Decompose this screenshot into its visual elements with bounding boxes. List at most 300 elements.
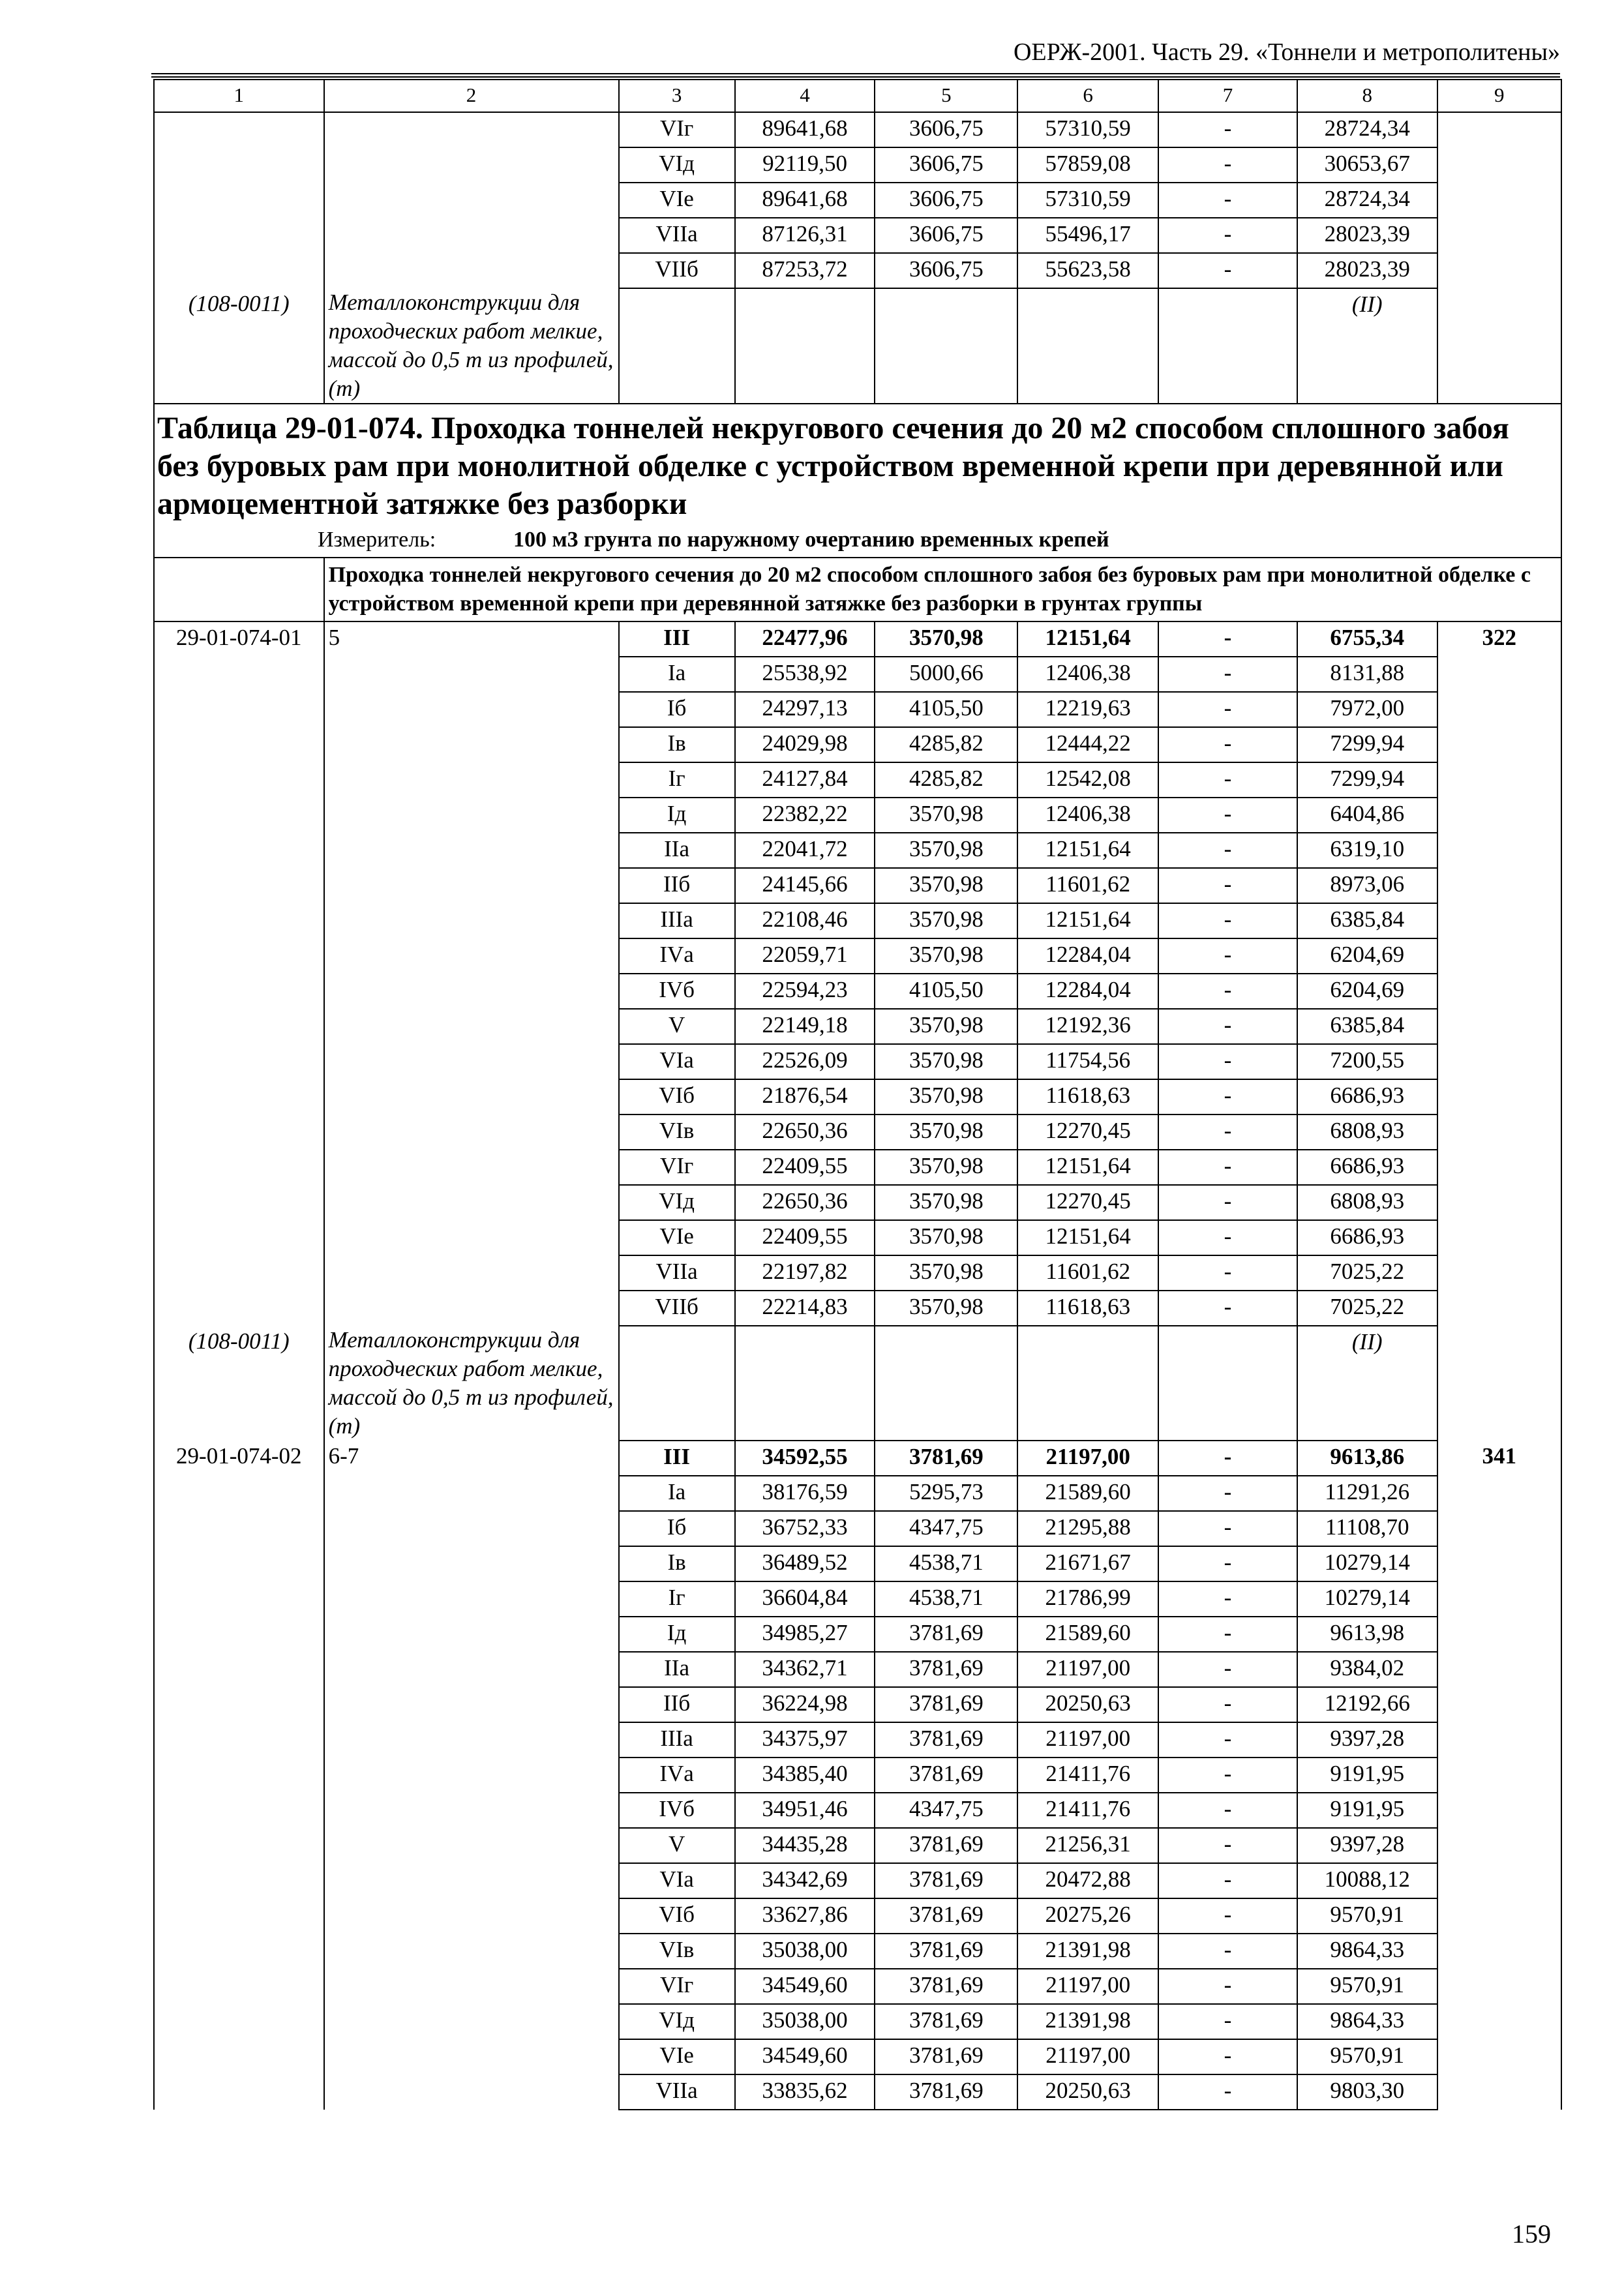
material-code: (108-0011) [154, 1326, 324, 1441]
rate-group: 6-7 [324, 1441, 619, 1476]
material-empty [619, 1326, 735, 1441]
value-cell-8: 30653,67 [1297, 147, 1437, 183]
column-number: 2 [324, 80, 619, 112]
value-cell-7: - [1158, 112, 1297, 147]
value-cell-5: 3570,98 [875, 1044, 1017, 1079]
value-cell-8: 9191,95 [1297, 1793, 1437, 1828]
value-cell-7: - [1158, 1441, 1297, 1476]
rate-group-empty [324, 833, 619, 868]
document-header: ОЕРЖ-2001. Часть 29. «Тоннели и метрополитены» [1013, 38, 1560, 66]
rate-row [154, 1722, 1561, 1758]
rate-row [154, 1546, 1561, 1581]
value-cell-5: 5295,73 [875, 1476, 1017, 1511]
value-cell-9-empty [1437, 798, 1561, 833]
rate-group-empty [324, 1934, 619, 1969]
rate-group-empty [324, 1617, 619, 1652]
material-code: (108-0011) [154, 288, 324, 404]
value-cell-4: 22650,36 [735, 1115, 875, 1150]
value-cell-8: 6808,93 [1297, 1115, 1437, 1150]
value-cell-6: 20472,88 [1017, 1863, 1158, 1898]
value-cell-4: 22477,96 [735, 621, 875, 657]
grade-cell: VIIа [619, 218, 735, 253]
rate-group-empty [324, 692, 619, 727]
value-cell-5: 4105,50 [875, 692, 1017, 727]
value-cell-5: 3570,98 [875, 1079, 1017, 1115]
grade-cell: IVа [619, 938, 735, 974]
value-cell-9-empty [1437, 974, 1561, 1009]
rate-code-empty [154, 253, 324, 288]
rate-code-empty [154, 1828, 324, 1863]
value-cell-5: 3570,98 [875, 1255, 1017, 1291]
value-cell-8: 6686,93 [1297, 1079, 1437, 1115]
value-cell-6: 21197,00 [1017, 1652, 1158, 1687]
rate-code-empty [154, 218, 324, 253]
value-cell-5: 3570,98 [875, 1009, 1017, 1044]
value-cell-5: 4285,82 [875, 727, 1017, 762]
rate-row [154, 1828, 1561, 1863]
rate-group-empty [324, 1828, 619, 1863]
value-cell-5: 3781,69 [875, 1687, 1017, 1722]
column-number: 4 [735, 80, 875, 112]
value-cell-9-empty [1437, 2039, 1561, 2074]
value-cell-7: - [1158, 1044, 1297, 1079]
value-cell-5: 3570,98 [875, 1150, 1017, 1185]
group-description-row [154, 558, 1561, 621]
rate-row [154, 868, 1561, 903]
grade-cell: VIе [619, 183, 735, 218]
value-cell-4: 22526,09 [735, 1044, 875, 1079]
rate-code-empty [154, 1758, 324, 1793]
value-cell-9-empty [1437, 112, 1561, 147]
value-cell-6: 12284,04 [1017, 974, 1158, 1009]
rate-code-empty [154, 2039, 324, 2074]
material-value: (II) [1297, 1326, 1437, 1441]
rate-group-empty [324, 1722, 619, 1758]
value-cell-9-empty [1437, 727, 1561, 762]
value-cell-6: 12151,64 [1017, 833, 1158, 868]
grade-cell: IIа [619, 833, 735, 868]
value-cell-5: 3781,69 [875, 1441, 1017, 1476]
rate-code-empty [154, 1687, 324, 1722]
value-cell-9-empty [1437, 1687, 1561, 1722]
value-cell-7: - [1158, 798, 1297, 833]
value-cell-7: - [1158, 183, 1297, 218]
value-cell-8: 6404,86 [1297, 798, 1437, 833]
rate-row [154, 1969, 1561, 2004]
grade-cell: VIа [619, 1863, 735, 1898]
value-cell-5: 3781,69 [875, 1652, 1017, 1687]
value-cell-6: 21391,98 [1017, 2004, 1158, 2039]
rate-group-empty [324, 1476, 619, 1511]
value-cell-6: 21671,67 [1017, 1546, 1158, 1581]
rate-group-empty [324, 1044, 619, 1079]
grade-cell: Iд [619, 1617, 735, 1652]
grade-cell: Iб [619, 692, 735, 727]
value-cell-5: 3781,69 [875, 1934, 1017, 1969]
grade-cell: Iа [619, 657, 735, 692]
value-cell-6: 12406,38 [1017, 657, 1158, 692]
value-cell-7: - [1158, 218, 1297, 253]
grade-cell: Iа [619, 1476, 735, 1511]
value-cell-4: 22041,72 [735, 833, 875, 868]
rate-row [154, 253, 1561, 288]
grade-cell: VIIб [619, 1291, 735, 1326]
rate-group-empty [324, 1291, 619, 1326]
value-cell-5: 3606,75 [875, 218, 1017, 253]
value-cell-5: 4285,82 [875, 762, 1017, 798]
rate-row [154, 657, 1561, 692]
value-cell-8: 9384,02 [1297, 1652, 1437, 1687]
value-cell-8: 9397,28 [1297, 1828, 1437, 1863]
value-cell-6: 21411,76 [1017, 1758, 1158, 1793]
value-cell-7: - [1158, 1546, 1297, 1581]
value-cell-5: 3781,69 [875, 1722, 1017, 1758]
value-cell-6: 21589,60 [1017, 1617, 1158, 1652]
value-cell-9-empty [1437, 903, 1561, 938]
value-cell-7: - [1158, 1150, 1297, 1185]
rate-code-empty [154, 1581, 324, 1617]
rate-code-empty [154, 974, 324, 1009]
rate-code: 29-01-074-02 [154, 1441, 324, 1476]
rate-row [154, 2074, 1561, 2110]
value-cell-5: 3570,98 [875, 1291, 1017, 1326]
measure-line [155, 523, 1561, 557]
rate-code-empty [154, 1150, 324, 1185]
rate-code-empty [154, 1793, 324, 1828]
rate-code: 29-01-074-01 [154, 621, 324, 657]
value-cell-6: 12151,64 [1017, 1220, 1158, 1255]
rate-code-empty [154, 1220, 324, 1255]
material-row [154, 288, 1561, 404]
value-cell-4: 36489,52 [735, 1546, 875, 1581]
grade-cell: VIIа [619, 2074, 735, 2110]
rate-row [154, 938, 1561, 974]
value-cell-9-empty [1437, 1150, 1561, 1185]
rate-row [154, 833, 1561, 868]
value-cell-6: 21411,76 [1017, 1793, 1158, 1828]
value-cell-7: - [1158, 1652, 1297, 1687]
grade-cell: VIIб [619, 253, 735, 288]
value-cell-7: - [1158, 1476, 1297, 1511]
value-cell-9-empty [1437, 1079, 1561, 1115]
value-cell-6: 12219,63 [1017, 692, 1158, 727]
rate-row [154, 218, 1561, 253]
rate-row [154, 1079, 1561, 1115]
value-cell-6: 11618,63 [1017, 1079, 1158, 1115]
value-cell-6: 11754,56 [1017, 1044, 1158, 1079]
value-cell-7: - [1158, 1617, 1297, 1652]
value-cell-8: 9191,95 [1297, 1758, 1437, 1793]
value-cell-4: 35038,00 [735, 1934, 875, 1969]
rate-row [154, 1441, 1561, 1476]
value-cell-4: 34362,71 [735, 1652, 875, 1687]
value-cell-8: 10088,12 [1297, 1863, 1437, 1898]
value-cell-9-empty [1437, 147, 1561, 183]
rate-code-empty [154, 2004, 324, 2039]
value-cell-4: 89641,68 [735, 183, 875, 218]
value-cell-9: 322 [1437, 621, 1561, 657]
value-cell-9-empty [1437, 1220, 1561, 1255]
value-cell-7: - [1158, 1898, 1297, 1934]
value-cell-7: - [1158, 1581, 1297, 1617]
grade-cell: VIд [619, 2004, 735, 2039]
rate-code-empty [154, 938, 324, 974]
value-cell-8: 9613,86 [1297, 1441, 1437, 1476]
value-cell-6: 12270,45 [1017, 1185, 1158, 1220]
value-cell-9-empty [1437, 1863, 1561, 1898]
value-cell-6: 20250,63 [1017, 1687, 1158, 1722]
value-cell-8: 12192,66 [1297, 1687, 1437, 1722]
value-cell-7: - [1158, 1969, 1297, 2004]
value-cell-6: 12151,64 [1017, 903, 1158, 938]
rate-row [154, 1044, 1561, 1079]
column-number: 9 [1437, 80, 1561, 112]
grade-cell: III [619, 1441, 735, 1476]
rate-code-empty [154, 903, 324, 938]
grade-cell: VIе [619, 2039, 735, 2074]
table-title: Таблица 29-01-074. Проходка тоннелей некругового сечения до 20 м2 способом сплошного забоя без буровых рам при монолитной обделке с устройством временной крепи при деревянной или армоцементной затяжке без разборки [157, 411, 1509, 521]
value-cell-9-empty [1437, 1009, 1561, 1044]
rate-group-empty [324, 1793, 619, 1828]
material-empty [1158, 1326, 1297, 1441]
value-cell-7: - [1158, 903, 1297, 938]
grade-cell: VIг [619, 1150, 735, 1185]
material-empty [1017, 288, 1158, 404]
value-cell-9-empty [1437, 218, 1561, 253]
value-cell-4: 34385,40 [735, 1758, 875, 1793]
rate-code-empty [154, 727, 324, 762]
rate-row [154, 147, 1561, 183]
value-cell-9-empty [1437, 1581, 1561, 1617]
grade-cell: Iд [619, 798, 735, 833]
value-cell-4: 87253,72 [735, 253, 875, 288]
value-cell-6: 12270,45 [1017, 1115, 1158, 1150]
value-cell-5: 3781,69 [875, 1969, 1017, 2004]
column-number: 8 [1297, 80, 1437, 112]
rate-group-empty [324, 1758, 619, 1793]
value-cell-4: 36752,33 [735, 1511, 875, 1546]
rate-group-empty [324, 938, 619, 974]
value-cell-5: 3781,69 [875, 1863, 1017, 1898]
grade-cell: Iб [619, 1511, 735, 1546]
rate-group-empty [324, 1652, 619, 1687]
value-cell-7: - [1158, 1079, 1297, 1115]
value-cell-4: 34592,55 [735, 1441, 875, 1476]
value-cell-4: 22594,23 [735, 974, 875, 1009]
rate-group-empty [324, 1511, 619, 1546]
grade-cell: IIа [619, 1652, 735, 1687]
value-cell-9: 341 [1437, 1441, 1561, 1476]
value-cell-4: 21876,54 [735, 1079, 875, 1115]
value-cell-5: 3606,75 [875, 183, 1017, 218]
value-cell-7: - [1158, 1934, 1297, 1969]
rate-code-empty [154, 1476, 324, 1511]
rate-row [154, 798, 1561, 833]
value-cell-8: 8131,88 [1297, 657, 1437, 692]
value-cell-5: 5000,66 [875, 657, 1017, 692]
value-cell-6: 21197,00 [1017, 1441, 1158, 1476]
rate-row [154, 762, 1561, 798]
value-cell-7: - [1158, 621, 1297, 657]
grade-cell: VIд [619, 147, 735, 183]
value-cell-8: 9864,33 [1297, 2004, 1437, 2039]
grade-cell: V [619, 1009, 735, 1044]
column-number-row [154, 80, 1561, 112]
value-cell-9-empty [1437, 1255, 1561, 1291]
rate-group-empty [324, 1079, 619, 1115]
value-cell-9-empty [1437, 868, 1561, 903]
rate-group-empty [324, 1255, 619, 1291]
material-empty [875, 288, 1017, 404]
value-cell-7: - [1158, 974, 1297, 1009]
value-cell-7: - [1158, 1185, 1297, 1220]
material-empty [1158, 288, 1297, 404]
value-cell-4: 34951,46 [735, 1793, 875, 1828]
measure-value: 100 м3 грунта по наружному очертанию временных крепей [513, 528, 1109, 552]
value-cell-7: - [1158, 1863, 1297, 1898]
value-cell-8: 28724,34 [1297, 112, 1437, 147]
value-cell-6: 12284,04 [1017, 938, 1158, 974]
rate-code-empty [154, 868, 324, 903]
value-cell-9-empty [1437, 938, 1561, 974]
rate-row [154, 1687, 1561, 1722]
value-cell-5: 3570,98 [875, 833, 1017, 868]
rate-code-empty [154, 1863, 324, 1898]
rate-group-empty [324, 974, 619, 1009]
value-cell-5: 4538,71 [875, 1546, 1017, 1581]
rate-code-empty [154, 1546, 324, 1581]
value-cell-9-empty [1437, 692, 1561, 727]
rate-row [154, 1150, 1561, 1185]
rate-code-empty [154, 1044, 324, 1079]
value-cell-8: 6385,84 [1297, 1009, 1437, 1044]
rate-group-empty [324, 1898, 619, 1934]
value-cell-4: 35038,00 [735, 2004, 875, 2039]
rate-group-empty [324, 1150, 619, 1185]
material-empty [1017, 1326, 1158, 1441]
value-cell-9-empty [1437, 1828, 1561, 1863]
rate-code-empty [154, 183, 324, 218]
value-cell-5: 4347,75 [875, 1793, 1017, 1828]
value-cell-4: 22650,36 [735, 1185, 875, 1220]
value-cell-8: 28023,39 [1297, 218, 1437, 253]
value-cell-6: 11601,62 [1017, 1255, 1158, 1291]
value-cell-4: 34375,97 [735, 1722, 875, 1758]
value-cell-6: 21295,88 [1017, 1511, 1158, 1546]
rate-row [154, 1255, 1561, 1291]
rate-group-empty [324, 868, 619, 903]
rate-row [154, 1934, 1561, 1969]
grade-cell: IVа [619, 1758, 735, 1793]
value-cell-6: 21197,00 [1017, 1722, 1158, 1758]
rate-group-empty [324, 657, 619, 692]
value-cell-8: 6385,84 [1297, 903, 1437, 938]
value-cell-4: 33835,62 [735, 2074, 875, 2110]
grade-cell: VIв [619, 1934, 735, 1969]
rate-row [154, 692, 1561, 727]
description-empty [154, 558, 324, 621]
rate-row [154, 112, 1561, 147]
rate-code-empty [154, 2074, 324, 2110]
value-cell-6: 57310,59 [1017, 112, 1158, 147]
grade-cell: IIб [619, 1687, 735, 1722]
grade-cell: VIе [619, 1220, 735, 1255]
value-cell-5: 4538,71 [875, 1581, 1017, 1617]
value-cell-8: 9864,33 [1297, 1934, 1437, 1969]
value-cell-7: - [1158, 1255, 1297, 1291]
value-cell-9-empty [1437, 833, 1561, 868]
value-cell-9-empty [1437, 1185, 1561, 1220]
rate-code-empty [154, 147, 324, 183]
value-cell-6: 21197,00 [1017, 1969, 1158, 2004]
rate-group-empty [324, 218, 619, 253]
value-cell-6: 21256,31 [1017, 1828, 1158, 1863]
value-cell-8: 8973,06 [1297, 868, 1437, 903]
value-cell-5: 3781,69 [875, 2039, 1017, 2074]
value-cell-7: - [1158, 762, 1297, 798]
value-cell-8: 6686,93 [1297, 1220, 1437, 1255]
value-cell-9-empty [1437, 1934, 1561, 1969]
value-cell-4: 24127,84 [735, 762, 875, 798]
rate-group-empty [324, 1581, 619, 1617]
value-cell-4: 33627,86 [735, 1898, 875, 1934]
material-empty [619, 288, 735, 404]
value-cell-9-empty [1437, 1115, 1561, 1150]
grade-cell: VIг [619, 112, 735, 147]
value-cell-9-empty [1437, 657, 1561, 692]
rate-group-empty [324, 183, 619, 218]
value-cell-4: 22108,46 [735, 903, 875, 938]
value-cell-4: 34985,27 [735, 1617, 875, 1652]
value-cell-6: 20250,63 [1017, 2074, 1158, 2110]
value-cell-7: - [1158, 253, 1297, 288]
value-cell-7: - [1158, 1793, 1297, 1828]
value-cell-9-empty [1437, 1898, 1561, 1934]
value-cell-4: 24297,13 [735, 692, 875, 727]
value-cell-6: 21391,98 [1017, 1934, 1158, 1969]
column-number: 5 [875, 80, 1017, 112]
value-cell-8: 9570,91 [1297, 1898, 1437, 1934]
rate-row [154, 1898, 1561, 1934]
value-cell-8: 9803,30 [1297, 2074, 1437, 2110]
value-cell-9-empty [1437, 1546, 1561, 1581]
rate-code-empty [154, 657, 324, 692]
value-cell-4: 34342,69 [735, 1863, 875, 1898]
rate-code-empty [154, 833, 324, 868]
value-cell-8: 28023,39 [1297, 253, 1437, 288]
rate-row [154, 1652, 1561, 1687]
rate-row [154, 2004, 1561, 2039]
value-cell-6: 21197,00 [1017, 2039, 1158, 2074]
value-cell-9-empty [1437, 1476, 1561, 1511]
value-cell-5: 3606,75 [875, 112, 1017, 147]
rate-row [154, 1793, 1561, 1828]
value-cell-7: - [1158, 1687, 1297, 1722]
rate-row [154, 974, 1561, 1009]
value-cell-8: 7025,22 [1297, 1255, 1437, 1291]
value-cell-8: 7299,94 [1297, 727, 1437, 762]
grade-cell: Iв [619, 727, 735, 762]
rate-code-empty [154, 1291, 324, 1326]
value-cell-4: 87126,31 [735, 218, 875, 253]
value-cell-9-empty [1437, 1722, 1561, 1758]
value-cell-5: 4105,50 [875, 974, 1017, 1009]
rate-group-empty [324, 727, 619, 762]
rate-row [154, 727, 1561, 762]
value-cell-4: 24145,66 [735, 868, 875, 903]
material-value: (II) [1297, 288, 1437, 404]
value-cell-6: 55623,58 [1017, 253, 1158, 288]
